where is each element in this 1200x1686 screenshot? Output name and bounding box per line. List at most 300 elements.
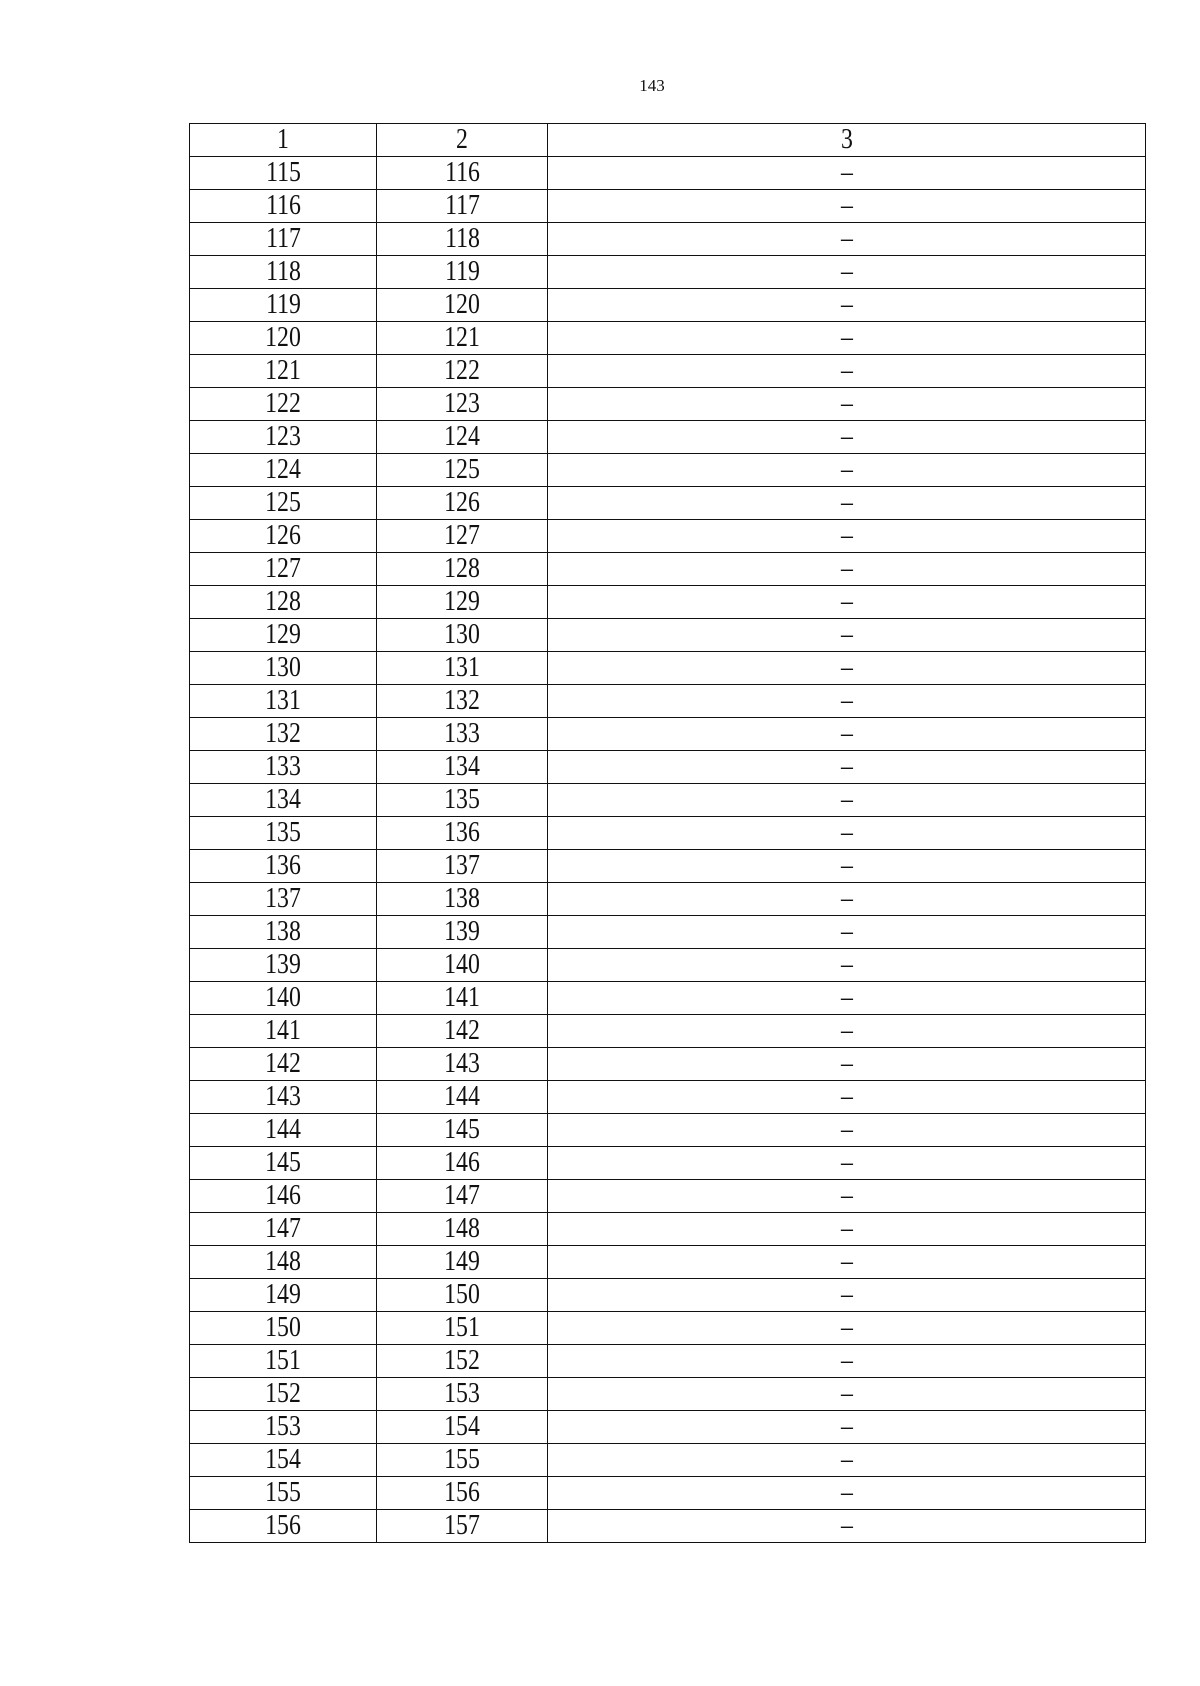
- table-cell: [548, 1246, 1146, 1279]
- cell-text: 129: [265, 619, 301, 650]
- table-cell: [548, 751, 1146, 784]
- cell-text: 127: [265, 553, 301, 584]
- table-cell: [190, 982, 377, 1015]
- cell-text: 135: [265, 817, 301, 848]
- cell-text: 151: [444, 1312, 480, 1343]
- cell-text: 151: [265, 1345, 301, 1376]
- cell-text: 150: [444, 1279, 480, 1310]
- table-cell: [377, 388, 548, 421]
- table-row: [190, 1147, 1146, 1180]
- cell-text: –: [840, 322, 853, 353]
- cell-text: 132: [444, 685, 480, 716]
- cell-text: 137: [265, 883, 301, 914]
- cell-text: –: [840, 751, 853, 782]
- cell-text: 132: [265, 718, 301, 749]
- cell-text: –: [840, 1345, 853, 1376]
- page-number: 143: [639, 76, 665, 95]
- cell-text: 138: [265, 916, 301, 947]
- table-row: [190, 949, 1146, 982]
- table-row: [190, 1411, 1146, 1444]
- table-row: [190, 1048, 1146, 1081]
- cell-text: –: [840, 652, 853, 683]
- cell-text: –: [840, 256, 853, 287]
- table-row: [190, 421, 1146, 454]
- table-cell: [190, 883, 377, 916]
- table-cell: [377, 1279, 548, 1312]
- table-cell: [548, 982, 1146, 1015]
- cell-text: 128: [444, 553, 480, 584]
- table-cell: [377, 289, 548, 322]
- cell-text: 134: [444, 751, 480, 782]
- cell-text: 157: [444, 1510, 480, 1541]
- cell-text: 127: [444, 520, 480, 551]
- table-row: [190, 190, 1146, 223]
- cell-text: 140: [444, 949, 480, 980]
- cell-text: 126: [265, 520, 301, 551]
- table-row: [190, 784, 1146, 817]
- cell-text: –: [840, 1147, 853, 1178]
- table-cell: [190, 1114, 377, 1147]
- table-cell: [548, 1081, 1146, 1114]
- table-cell: [548, 1411, 1146, 1444]
- table-row: [190, 553, 1146, 586]
- cell-text: 139: [444, 916, 480, 947]
- cell-text: 143: [444, 1048, 480, 1079]
- cell-text: 156: [444, 1477, 480, 1508]
- table-cell: [377, 949, 548, 982]
- table-cell: [190, 784, 377, 817]
- table-row: [190, 1345, 1146, 1378]
- cell-text: –: [840, 553, 853, 584]
- table-row: [190, 1444, 1146, 1477]
- cell-text: 155: [265, 1477, 301, 1508]
- table-row: [190, 751, 1146, 784]
- cell-text: 121: [444, 322, 480, 353]
- table-row: [190, 685, 1146, 718]
- table-row: [190, 1114, 1146, 1147]
- cell-text: –: [840, 1015, 853, 1046]
- table-cell: [377, 1015, 548, 1048]
- table-row: [190, 652, 1146, 685]
- table-cell: [548, 322, 1146, 355]
- cell-text: –: [840, 1114, 853, 1145]
- table-cell: [377, 817, 548, 850]
- table-cell: [190, 487, 377, 520]
- cell-text: 123: [444, 388, 480, 419]
- table-row: [190, 1213, 1146, 1246]
- table-cell: [377, 157, 548, 190]
- table-row: [190, 388, 1146, 421]
- table-cell: [190, 1411, 377, 1444]
- table-cell: [190, 256, 377, 289]
- cell-text: 124: [265, 454, 301, 485]
- cell-text: 153: [265, 1411, 301, 1442]
- table-cell: [190, 586, 377, 619]
- cell-text: 136: [444, 817, 480, 848]
- table-cell: [548, 355, 1146, 388]
- table-cell: [190, 1015, 377, 1048]
- cell-text: 153: [444, 1378, 480, 1409]
- cell-text: 148: [444, 1213, 480, 1244]
- table-cell: [190, 652, 377, 685]
- table-cell: [548, 784, 1146, 817]
- cell-text: –: [840, 1246, 853, 1277]
- table-row: [190, 520, 1146, 553]
- data-table: [189, 123, 1146, 1543]
- cell-text: 125: [265, 487, 301, 518]
- table-cell: [548, 1477, 1146, 1510]
- table-row: [190, 487, 1146, 520]
- cell-text: 135: [444, 784, 480, 815]
- table-cell: [548, 817, 1146, 850]
- cell-text: –: [840, 1477, 853, 1508]
- cell-text: 126: [444, 487, 480, 518]
- cell-text: –: [840, 355, 853, 386]
- cell-text: 137: [444, 850, 480, 881]
- cell-text: 129: [444, 586, 480, 617]
- table-row: [190, 256, 1146, 289]
- table-cell: [377, 190, 548, 223]
- table-cell: [548, 619, 1146, 652]
- table-cell: [190, 1213, 377, 1246]
- table-cell: [190, 355, 377, 388]
- table-row: [190, 1510, 1146, 1543]
- header-text: 3: [840, 124, 853, 155]
- cell-text: 120: [444, 289, 480, 320]
- cell-text: 141: [265, 1015, 301, 1046]
- table-cell: [377, 1213, 548, 1246]
- table-cell: [377, 256, 548, 289]
- cell-text: 123: [265, 421, 301, 452]
- header-cell: [548, 124, 1146, 157]
- cell-text: 133: [444, 718, 480, 749]
- table-cell: [377, 751, 548, 784]
- cell-text: –: [840, 1213, 853, 1244]
- cell-text: 141: [444, 982, 480, 1013]
- cell-text: 117: [444, 190, 480, 221]
- table-cell: [548, 1510, 1146, 1543]
- cell-text: –: [840, 520, 853, 551]
- table-cell: [548, 1114, 1146, 1147]
- cell-text: –: [840, 718, 853, 749]
- cell-text: –: [840, 223, 853, 254]
- table-cell: [548, 388, 1146, 421]
- cell-text: 134: [265, 784, 301, 815]
- table-cell: [548, 487, 1146, 520]
- table-cell: [377, 652, 548, 685]
- header-cell: [190, 124, 377, 157]
- table-cell: [377, 421, 548, 454]
- table-cell: [190, 1279, 377, 1312]
- cell-text: 116: [444, 157, 480, 188]
- cell-text: –: [840, 850, 853, 881]
- cell-text: –: [840, 421, 853, 452]
- table-cell: [190, 454, 377, 487]
- table-cell: [377, 916, 548, 949]
- table-cell: [377, 586, 548, 619]
- table-cell: [190, 685, 377, 718]
- cell-text: –: [840, 1081, 853, 1112]
- table-cell: [190, 619, 377, 652]
- table-cell: [548, 883, 1146, 916]
- table-cell: [548, 190, 1146, 223]
- table-cell: [190, 850, 377, 883]
- table-row: [190, 322, 1146, 355]
- table-cell: [377, 1246, 548, 1279]
- table-cell: [548, 1180, 1146, 1213]
- table-cell: [377, 1081, 548, 1114]
- table-cell: [548, 1015, 1146, 1048]
- cell-text: –: [840, 1180, 853, 1211]
- table-cell: [190, 1477, 377, 1510]
- table-cell: [548, 289, 1146, 322]
- cell-text: 119: [444, 256, 480, 287]
- cell-text: –: [840, 1378, 853, 1409]
- cell-text: 145: [265, 1147, 301, 1178]
- cell-text: 149: [444, 1246, 480, 1277]
- table-cell: [190, 1180, 377, 1213]
- table-row: [190, 157, 1146, 190]
- cell-text: 155: [444, 1444, 480, 1475]
- table-cell: [377, 1510, 548, 1543]
- table-cell: [548, 520, 1146, 553]
- table-row: [190, 1246, 1146, 1279]
- cell-text: 149: [265, 1279, 301, 1310]
- cell-text: 147: [265, 1213, 301, 1244]
- table-cell: [377, 1477, 548, 1510]
- table-cell: [377, 850, 548, 883]
- table-cell: [377, 619, 548, 652]
- cell-text: 117: [265, 223, 301, 254]
- table-cell: [548, 223, 1146, 256]
- cell-text: 128: [265, 586, 301, 617]
- table-row: [190, 1081, 1146, 1114]
- table-cell: [548, 685, 1146, 718]
- cell-text: –: [840, 1444, 853, 1475]
- table-cell: [377, 520, 548, 553]
- table-row: [190, 619, 1146, 652]
- table-cell: [548, 1312, 1146, 1345]
- cell-text: –: [840, 487, 853, 518]
- table-cell: [548, 916, 1146, 949]
- cell-text: 115: [265, 157, 301, 188]
- cell-text: –: [840, 1411, 853, 1442]
- table-cell: [190, 1444, 377, 1477]
- table-row: [190, 223, 1146, 256]
- table-cell: [548, 157, 1146, 190]
- table-cell: [377, 1147, 548, 1180]
- cell-text: 122: [444, 355, 480, 386]
- table-cell: [190, 751, 377, 784]
- cell-text: 145: [444, 1114, 480, 1145]
- table-cell: [190, 157, 377, 190]
- cell-text: 116: [265, 190, 301, 221]
- cell-text: 138: [444, 883, 480, 914]
- table-cell: [548, 850, 1146, 883]
- table-cell: [548, 1048, 1146, 1081]
- table-cell: [548, 1444, 1146, 1477]
- cell-text: 124: [444, 421, 480, 452]
- table-cell: [548, 421, 1146, 454]
- header-text: 2: [456, 124, 468, 155]
- table-cell: [377, 1444, 548, 1477]
- table-cell: [190, 1345, 377, 1378]
- cell-text: 144: [444, 1081, 480, 1112]
- cell-text: –: [840, 817, 853, 848]
- table-cell: [548, 1279, 1146, 1312]
- cell-text: 119: [265, 289, 301, 320]
- cell-text: 148: [265, 1246, 301, 1277]
- table-cell: [377, 553, 548, 586]
- table-cell: [190, 1510, 377, 1543]
- table-cell: [190, 817, 377, 850]
- cell-text: 143: [265, 1081, 301, 1112]
- cell-text: 130: [444, 619, 480, 650]
- table-cell: [377, 454, 548, 487]
- table-cell: [190, 718, 377, 751]
- table-cell: [548, 553, 1146, 586]
- cell-text: –: [840, 883, 853, 914]
- cell-text: 150: [265, 1312, 301, 1343]
- cell-text: 154: [265, 1444, 301, 1475]
- cell-text: 154: [444, 1411, 480, 1442]
- cell-text: 125: [444, 454, 480, 485]
- cell-text: 146: [444, 1147, 480, 1178]
- table-cell: [377, 1411, 548, 1444]
- cell-text: –: [840, 586, 853, 617]
- table-cell: [190, 1081, 377, 1114]
- cell-text: 131: [444, 652, 480, 683]
- cell-text: –: [840, 289, 853, 320]
- table-cell: [377, 883, 548, 916]
- table-cell: [548, 949, 1146, 982]
- table-cell: [377, 784, 548, 817]
- header-text: 1: [277, 124, 289, 155]
- table-header-row: [190, 124, 1146, 157]
- table-cell: [190, 916, 377, 949]
- cell-text: –: [840, 685, 853, 716]
- table-cell: [190, 1312, 377, 1345]
- table-row: [190, 289, 1146, 322]
- table-row: [190, 1312, 1146, 1345]
- table-cell: [377, 487, 548, 520]
- table-cell: [190, 421, 377, 454]
- table-cell: [377, 322, 548, 355]
- cell-text: 152: [265, 1378, 301, 1409]
- cell-text: –: [840, 1510, 853, 1541]
- table-cell: [377, 718, 548, 751]
- table-row: [190, 1378, 1146, 1411]
- table-cell: [377, 1114, 548, 1147]
- table-row: [190, 883, 1146, 916]
- table-row: [190, 817, 1146, 850]
- table-cell: [548, 652, 1146, 685]
- table-row: [190, 1015, 1146, 1048]
- cell-text: –: [840, 916, 853, 947]
- table-cell: [190, 520, 377, 553]
- table-cell: [377, 355, 548, 388]
- table-cell: [190, 1048, 377, 1081]
- cell-text: 146: [265, 1180, 301, 1211]
- table-cell: [190, 1246, 377, 1279]
- cell-text: 140: [265, 982, 301, 1013]
- cell-text: 136: [265, 850, 301, 881]
- table-cell: [377, 1048, 548, 1081]
- table-row: [190, 982, 1146, 1015]
- cell-text: 122: [265, 388, 301, 419]
- table-cell: [548, 454, 1146, 487]
- table-cell: [377, 1180, 548, 1213]
- table-row: [190, 1279, 1146, 1312]
- table-cell: [377, 982, 548, 1015]
- cell-text: 152: [444, 1345, 480, 1376]
- table-row: [190, 718, 1146, 751]
- table-cell: [190, 322, 377, 355]
- table-cell: [377, 223, 548, 256]
- cell-text: –: [840, 784, 853, 815]
- cell-text: 131: [265, 685, 301, 716]
- table-row: [190, 454, 1146, 487]
- table-cell: [548, 1345, 1146, 1378]
- table-row: [190, 355, 1146, 388]
- table-row: [190, 1477, 1146, 1510]
- table-cell: [548, 1147, 1146, 1180]
- table-cell: [548, 1378, 1146, 1411]
- table-cell: [377, 685, 548, 718]
- cell-text: 121: [265, 355, 301, 386]
- table-row: [190, 850, 1146, 883]
- table-cell: [377, 1312, 548, 1345]
- header-cell: [377, 124, 548, 157]
- cell-text: –: [840, 1279, 853, 1310]
- cell-text: –: [840, 157, 853, 188]
- cell-text: –: [840, 1312, 853, 1343]
- cell-text: 142: [265, 1048, 301, 1079]
- table-cell: [377, 1345, 548, 1378]
- table-cell: [190, 1147, 377, 1180]
- cell-text: 118: [444, 223, 480, 254]
- cell-text: 120: [265, 322, 301, 353]
- table-cell: [548, 1213, 1146, 1246]
- cell-text: 144: [265, 1114, 301, 1145]
- table-row: [190, 916, 1146, 949]
- table-cell: [190, 949, 377, 982]
- table-cell: [190, 190, 377, 223]
- cell-text: –: [840, 388, 853, 419]
- table-cell: [548, 718, 1146, 751]
- table-cell: [190, 223, 377, 256]
- cell-text: –: [840, 619, 853, 650]
- cell-text: 118: [265, 256, 301, 287]
- table-row: [190, 586, 1146, 619]
- cell-text: 130: [265, 652, 301, 683]
- cell-text: 156: [265, 1510, 301, 1541]
- table-cell: [190, 553, 377, 586]
- table-cell: [190, 289, 377, 322]
- table-row: [190, 1180, 1146, 1213]
- table-cell: [190, 1378, 377, 1411]
- table-cell: [548, 586, 1146, 619]
- cell-text: –: [840, 454, 853, 485]
- table-cell: [548, 256, 1146, 289]
- table-cell: [377, 1378, 548, 1411]
- cell-text: –: [840, 1048, 853, 1079]
- cell-text: 133: [265, 751, 301, 782]
- cell-text: –: [840, 982, 853, 1013]
- cell-text: 139: [265, 949, 301, 980]
- cell-text: –: [840, 190, 853, 221]
- cell-text: 147: [444, 1180, 480, 1211]
